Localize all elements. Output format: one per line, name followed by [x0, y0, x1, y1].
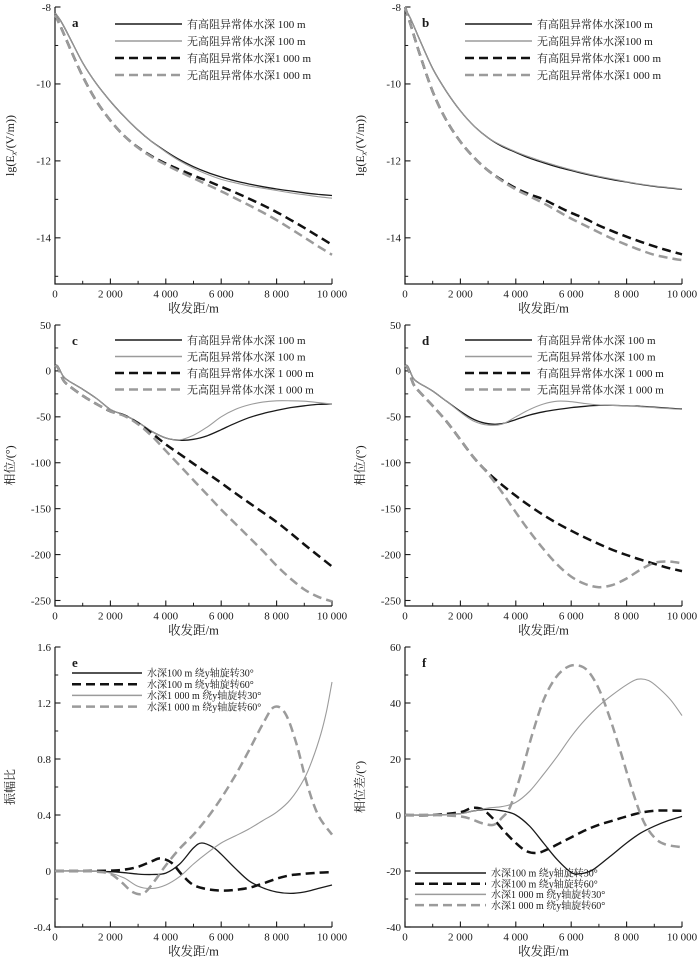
- panel-letter: f: [422, 655, 427, 670]
- legend-label: 有高阻异常体水深1 000 m: [187, 53, 312, 66]
- panel-letter: b: [422, 15, 430, 30]
- y-tick-label: 40: [390, 697, 401, 710]
- legend-label: 无高阻异常体水深1 000 m: [537, 70, 662, 83]
- x-axis-label: 收发距/m: [168, 623, 219, 638]
- x-axis-label: 收发距/m: [518, 623, 569, 638]
- y-tick-label: 0: [395, 365, 401, 378]
- y-tick-label: -20: [386, 865, 401, 878]
- y-axis-label: 相位差/(°): [353, 760, 367, 814]
- y-axis-label: 相位/(°): [3, 445, 17, 486]
- legend-label: 无高阻异常体水深 100 m: [187, 351, 306, 364]
- panel-d: [350, 318, 700, 640]
- x-tick-label: 0: [52, 610, 58, 623]
- legend: [465, 333, 664, 397]
- legend-label: 无高阻异常体水深 1 000 m: [187, 384, 314, 397]
- x-tick-label: 4 000: [503, 931, 529, 944]
- x-axis-label: 收发距/m: [518, 301, 569, 316]
- x-tick-label: 0: [402, 610, 408, 623]
- legend-label: 水深1 000 m 绕y轴旋转30°: [147, 691, 262, 703]
- x-tick-label: 4 000: [153, 931, 179, 944]
- y-tick-label: -14: [36, 232, 51, 245]
- x-tick-label: 2 000: [448, 931, 473, 944]
- y-axis-label: $\lg(E_x/(V/m))$: [353, 115, 369, 176]
- x-tick-label: 6 000: [208, 610, 234, 623]
- chart-f: [350, 640, 700, 961]
- x-tick-label: 10 000: [316, 288, 348, 301]
- x-tick-label: 8 000: [264, 931, 289, 944]
- x-axis-label: 收发距/m: [168, 944, 219, 959]
- legend-label: 有高阻异常体水深 1 000 m: [537, 368, 664, 381]
- legend-label: 水深100 m 绕y轴旋转30°: [491, 868, 598, 880]
- chart-a: [0, 0, 350, 318]
- x-axis-label: 收发距/m: [518, 944, 569, 959]
- y-tick-label: -12: [386, 155, 401, 168]
- legend-label: 水深100 m 绕y轴旋转60°: [147, 679, 254, 691]
- series-line: [55, 15, 332, 245]
- legend: [115, 17, 311, 82]
- x-tick-label: 10 000: [316, 931, 348, 944]
- y-tick-label: -250: [380, 595, 401, 608]
- x-tick-label: 6 000: [208, 931, 234, 944]
- legend-label: 无高阻异常体水深 100 m: [187, 36, 306, 49]
- chart-d: [350, 318, 700, 640]
- y-tick-label: -8: [391, 1, 401, 14]
- y-tick-label: -250: [30, 595, 51, 608]
- x-tick-label: 4 000: [153, 610, 179, 623]
- legend-label: 有高阻异常体水深1 000 m: [537, 53, 662, 66]
- legend-label: 无高阻异常体水深1 000 m: [187, 70, 312, 83]
- x-tick-label: 2 000: [448, 610, 473, 623]
- legend: [72, 667, 261, 714]
- y-tick-label: -8: [41, 1, 51, 14]
- legend-label: 水深1 000 m 绕y轴旋转30°: [491, 890, 606, 902]
- legend-label: 无高阻异常体水深 100 m: [537, 351, 656, 364]
- x-tick-label: 4 000: [503, 288, 529, 301]
- series-group: [55, 13, 332, 255]
- x-tick-label: 8 000: [264, 288, 289, 301]
- series-group: [405, 665, 682, 874]
- x-tick-label: 2 000: [448, 288, 473, 301]
- y-tick-label: 0: [395, 809, 401, 822]
- y-tick-label: -200: [30, 549, 51, 562]
- x-tick-label: 10 000: [316, 610, 348, 623]
- panel-f: [350, 640, 700, 961]
- x-tick-label: 10 000: [666, 610, 698, 623]
- series-line: [405, 665, 682, 847]
- x-tick-label: 10 000: [666, 931, 698, 944]
- y-tick-label: -10: [386, 78, 401, 91]
- y-axis-label: $\lg(E_x/(V/m))$: [3, 115, 19, 176]
- legend-label: 水深1 000 m 绕y轴旋转60°: [491, 900, 606, 912]
- panel-letter: d: [422, 333, 430, 348]
- legend-label: 有高阻异常体水深100 m: [537, 19, 653, 32]
- y-tick-label: -50: [36, 411, 51, 424]
- y-tick-label: 1.6: [37, 641, 51, 654]
- y-tick-label: 0.8: [37, 753, 51, 766]
- panel-letter: a: [72, 15, 79, 30]
- y-tick-label: -40: [386, 921, 401, 934]
- chart-e: [0, 640, 350, 961]
- x-tick-label: 0: [402, 931, 408, 944]
- legend-label: 有高阻异常体水深 1 000 m: [187, 368, 314, 381]
- y-tick-label: -150: [380, 503, 401, 516]
- y-tick-label: -14: [386, 232, 401, 245]
- y-tick-label: 0.4: [37, 809, 51, 822]
- x-tick-label: 2 000: [98, 610, 123, 623]
- y-tick-label: -10: [36, 78, 51, 91]
- y-tick-label: 0: [45, 365, 51, 378]
- panel-letter: c: [72, 333, 78, 348]
- legend-label: 有高阻异常体水深 100 m: [537, 335, 656, 348]
- series-group: [55, 365, 332, 601]
- x-axis-label: 收发距/m: [168, 301, 219, 316]
- x-tick-label: 2 000: [98, 931, 123, 944]
- chart-c: [0, 318, 350, 640]
- series-line: [405, 365, 682, 587]
- y-tick-label: 20: [390, 753, 401, 766]
- series-group: [55, 682, 332, 894]
- x-tick-label: 0: [52, 931, 58, 944]
- legend-label: 无高阻异常体水深 1 000 m: [537, 384, 664, 397]
- x-tick-label: 6 000: [558, 931, 584, 944]
- panel-c: [0, 318, 350, 640]
- axes: [55, 7, 332, 284]
- x-tick-label: 10 000: [666, 288, 698, 301]
- x-tick-label: 8 000: [264, 610, 289, 623]
- x-tick-label: 0: [52, 288, 58, 301]
- panel-e: [0, 640, 350, 961]
- legend-label: 水深100 m 绕y轴旋转60°: [491, 879, 598, 891]
- y-tick-label: -50: [386, 411, 401, 424]
- panel-letter: e: [72, 655, 78, 670]
- legend: [465, 17, 661, 82]
- y-tick-label: 50: [390, 319, 401, 332]
- chart-b: [350, 0, 700, 318]
- x-tick-label: 8 000: [614, 610, 639, 623]
- legend-label: 水深1 000 m 绕y轴旋转60°: [147, 702, 262, 714]
- series-line: [55, 858, 332, 890]
- legend-label: 有高阻异常体水深 100 m: [187, 335, 306, 348]
- x-tick-label: 8 000: [614, 288, 639, 301]
- panel-a: [0, 0, 350, 318]
- x-tick-label: 4 000: [153, 288, 179, 301]
- y-tick-label: 60: [390, 641, 401, 654]
- x-tick-label: 4 000: [503, 610, 529, 623]
- legend-label: 无高阻异常体水深100 m: [537, 36, 653, 49]
- legend-label: 水深100 m 绕y轴旋转30°: [147, 668, 254, 680]
- y-tick-label: -0.4: [33, 921, 51, 934]
- series-line: [55, 843, 332, 893]
- x-tick-label: 6 000: [208, 288, 234, 301]
- y-tick-label: -12: [36, 155, 51, 168]
- y-axis-label: 相位/(°): [353, 445, 367, 486]
- y-tick-label: -150: [30, 503, 51, 516]
- series-line: [405, 809, 682, 874]
- legend-label: 有高阻异常体水深 100 m: [187, 19, 306, 32]
- y-tick-label: -100: [30, 457, 51, 470]
- y-tick-label: 50: [40, 319, 51, 332]
- series-group: [405, 365, 682, 587]
- x-tick-label: 6 000: [558, 610, 584, 623]
- x-tick-label: 8 000: [614, 931, 639, 944]
- panel-b: [350, 0, 700, 318]
- y-tick-label: 1.2: [37, 697, 51, 710]
- y-axis-label: 振幅比: [3, 768, 17, 806]
- y-tick-label: -100: [380, 457, 401, 470]
- x-tick-label: 0: [402, 288, 408, 301]
- x-tick-label: 2 000: [98, 288, 123, 301]
- legend: [415, 867, 605, 912]
- legend: [115, 333, 314, 397]
- y-tick-label: -200: [380, 549, 401, 562]
- y-tick-label: 0: [45, 865, 51, 878]
- x-tick-label: 6 000: [558, 288, 584, 301]
